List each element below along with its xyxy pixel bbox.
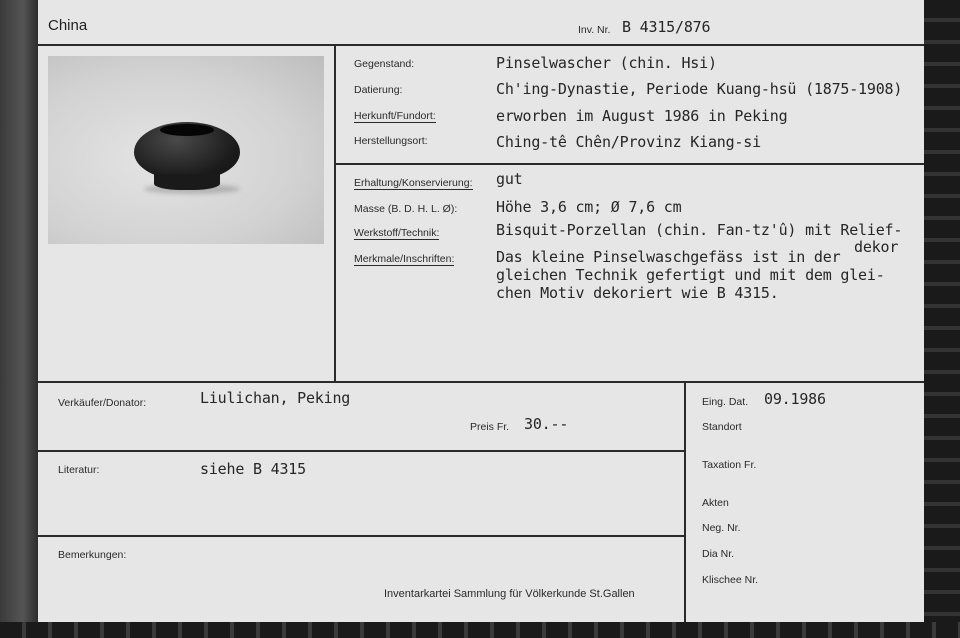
card-footer: Inventarkartei Sammlung für Völkerkunde St.Gallen (384, 588, 635, 600)
masse-label: Masse (B. D. H. L. Ø): (354, 203, 458, 215)
eing-dat-label: Eing. Dat. (702, 396, 749, 408)
rule-bemerkungen (38, 535, 684, 537)
merkmale-line-3: chen Motiv dekoriert wie B 4315. (496, 284, 779, 302)
datierung-value: Ch'ing-Dynastie, Periode Kuang-hsü (1875-1908) (496, 80, 903, 98)
datierung-label: Datierung: (354, 84, 403, 96)
preis-label: Preis Fr. (470, 421, 510, 433)
literatur-label: Literatur: (58, 464, 100, 476)
merkmale-line-2: gleichen Technik gefertigt und mit dem glei- (496, 266, 885, 284)
bowl-photo-icon (48, 56, 324, 244)
background-bottom (0, 622, 960, 638)
erhaltung-label: Erhaltung/Konservierung: (354, 177, 473, 189)
eing-dat-value: 09.1986 (764, 390, 826, 408)
literatur-value: siehe B 4315 (200, 460, 306, 478)
inv-number: B 4315/876 (622, 18, 711, 36)
werkstoff-value: Bisquit-Porzellan (chin. Fan-tz'û) mit Relief- (496, 221, 903, 239)
background-right (922, 0, 960, 638)
bowl-mouth (160, 124, 214, 136)
region-label: China (48, 17, 88, 34)
merkmale-line-1: Das kleine Pinselwaschgefäss ist in der (496, 248, 841, 266)
taxation-label: Taxation Fr. (702, 459, 757, 471)
verkaeufer-value: Liulichan, Peking (200, 389, 351, 407)
werkstoff-value-continued: dekor (854, 238, 899, 256)
gegenstand-label: Gegenstand: (354, 58, 415, 70)
preis-value: 30.-- (524, 415, 569, 433)
rule-lower (38, 381, 924, 383)
gegenstand-value: Pinselwascher (chin. Hsi) (496, 54, 717, 72)
herkunft-value: erworben im August 1986 in Peking (496, 107, 788, 125)
rule-side (684, 381, 686, 622)
inv-label: Inv. Nr. (578, 24, 611, 36)
bowl-foot (154, 174, 220, 190)
rule-photo-right (334, 44, 336, 382)
werkstoff-label: Werkstoff/Technik: (354, 227, 440, 239)
herkunft-label: Herkunft/Fundort: (354, 110, 436, 122)
rule-literatur (38, 450, 684, 452)
verkaeufer-label: Verkäufer/Donator: (58, 397, 147, 409)
herstellungsort-label: Herstellungsort: (354, 135, 428, 147)
merkmale-label: Merkmale/Inschriften: (354, 253, 455, 265)
akten-label: Akten (702, 497, 729, 509)
standort-label: Standort (702, 421, 742, 433)
dia-nr-label: Dia Nr. (702, 548, 735, 560)
bemerkungen-label: Bemerkungen: (58, 549, 127, 561)
rule-header (38, 44, 924, 46)
rule-middle (334, 163, 924, 165)
erhaltung-value: gut (496, 170, 523, 188)
masse-value: Höhe 3,6 cm; Ø 7,6 cm (496, 198, 682, 216)
klischee-nr-label: Klischee Nr. (702, 574, 759, 586)
neg-nr-label: Neg. Nr. (702, 522, 741, 534)
herstellungsort-value: Ching-tê Chên/Provinz Kiang-si (496, 133, 761, 151)
inventory-card (38, 0, 924, 622)
background-left (0, 0, 38, 638)
